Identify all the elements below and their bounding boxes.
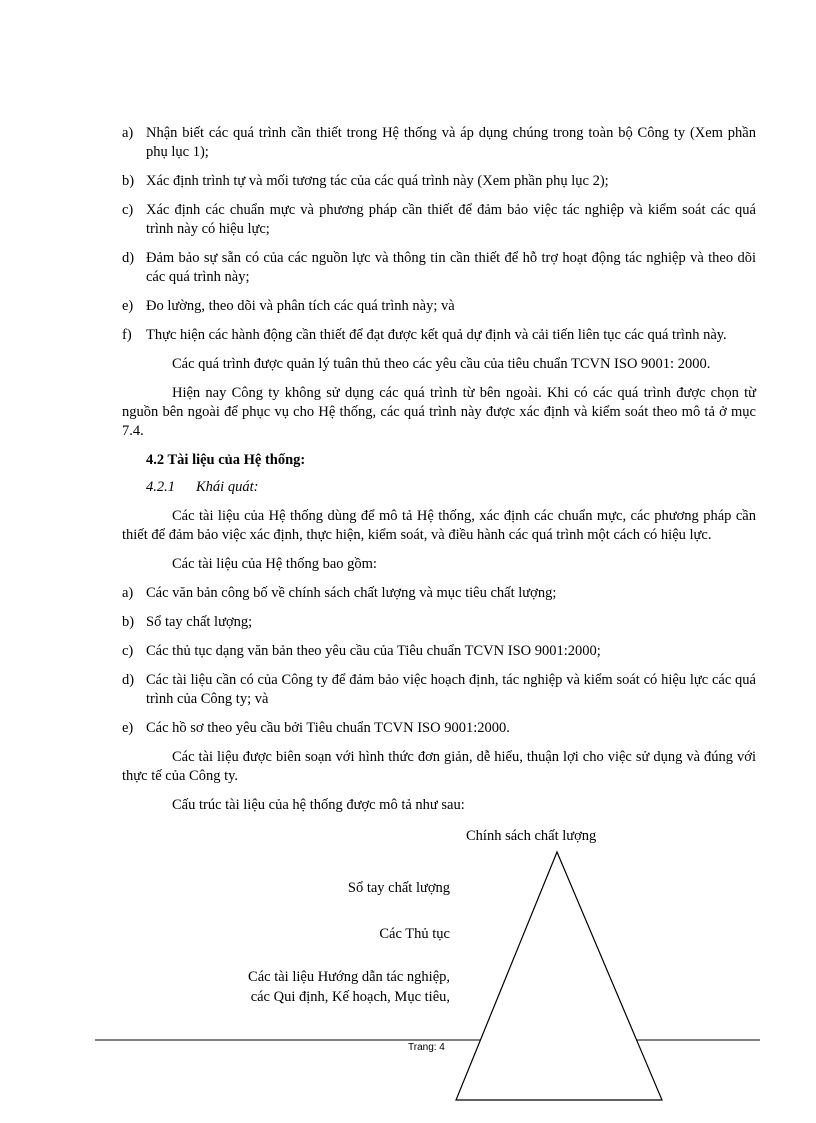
- list-text: Đo lường, theo dõi và phân tích các quá trình này; và: [146, 298, 455, 314]
- diagram-label-level3-line1: Các tài liệu Hướng dẫn tác nghiệp,: [248, 969, 450, 985]
- list-label: c): [122, 202, 134, 218]
- list-label: b): [122, 614, 135, 630]
- section-heading: 4.2 Tài liệu của Hệ thống:: [146, 452, 306, 468]
- list-label: a): [122, 585, 134, 601]
- list-text: Xác định các chuẩn mực và phương pháp cần thiết để đảm bảo việc tác nghiệp và kiểm soát các quá trình này có hiệu lực;: [146, 202, 756, 237]
- list-text: Các thủ tục dạng văn bản theo yêu cầu của Tiêu chuẩn TCVN ISO 9001:2000;: [146, 643, 601, 659]
- list-text: Các hồ sơ theo yêu cầu bởi Tiêu chuẩn TCVN ISO 9001:2000.: [146, 720, 510, 736]
- paragraph: Các tài liệu của Hệ thống bao gồm:: [172, 556, 377, 572]
- list-label: a): [122, 125, 134, 141]
- paragraph: Các quá trình được quản lý tuân thủ theo các yêu cầu của tiêu chuẩn TCVN ISO 9001: 2000.: [172, 356, 711, 372]
- diagram-label-level3-line2: các Qui định, Kế hoạch, Mục tiêu,: [250, 989, 450, 1005]
- list-text: Các văn bản công bố về chính sách chất lượng và mục tiêu chất lượng;: [146, 585, 557, 601]
- paragraph: Các tài liệu của Hệ thống dùng để mô tả Hệ thống, xác định các chuẩn mực, các phương pháp cần thiết để đảm bảo việc xác định, thực hiện, kiểm soát, và điều hành các quá trình một cách có hiệu lực.: [122, 508, 756, 543]
- diagram-label-top: Chính sách chất lượng: [466, 828, 597, 844]
- subsection-number: 4.2.1: [146, 479, 175, 495]
- list-label: d): [122, 672, 135, 688]
- subsection-title: Khái quát:: [196, 479, 259, 495]
- list-label: b): [122, 173, 135, 189]
- paragraph: Các tài liệu được biên soạn với hình thức đơn giản, dễ hiểu, thuận lợi cho việc sử dụng và đúng với thực tế của Công ty.: [122, 749, 756, 784]
- list-label: c): [122, 643, 134, 659]
- page-number: Trang: 4: [408, 1042, 445, 1053]
- list-text: Sổ tay chất lượng;: [146, 614, 253, 630]
- list-label: d): [122, 250, 135, 266]
- list-text: Thực hiện các hành động cần thiết để đạt được kết quả dự định và cải tiến liên tục các quá trình này.: [146, 327, 727, 343]
- list-text: Nhận biết các quá trình cần thiết trong Hệ thống và áp dụng chúng trong toàn bộ Công ty (Xem phần phụ lục 1);: [146, 125, 756, 160]
- list-text: Các tài liệu cần có của Công ty để đảm bảo việc hoạch định, tác nghiệp và kiểm soát có hiệu lực các quá trình của Công ty; và: [146, 672, 756, 707]
- list-label: e): [122, 720, 134, 736]
- diagram-label-level2: Các Thủ tục: [379, 926, 450, 942]
- pyramid-triangle: [456, 852, 662, 1100]
- list-label: f): [122, 327, 132, 343]
- list-label: e): [122, 298, 134, 314]
- paragraph: Cấu trúc tài liệu của hệ thống được mô tả như sau:: [172, 797, 465, 813]
- list-text: Đảm bảo sự sẵn có của các nguồn lực và thông tin cần thiết để hỗ trợ hoạt động tác nghiệp và theo dõi các quá trình này;: [146, 250, 756, 285]
- diagram-label-level1: Sổ tay chất lượng: [347, 880, 450, 896]
- paragraph: Hiện nay Công ty không sử dụng các quá trình từ bên ngoài. Khi có các quá trình được chọn từ nguồn bên ngoài để phục vụ cho Hệ thống, các quá trình này được xác định và kiểm soát theo mô tả ở mục 7.4.: [122, 385, 756, 439]
- list-text: Xác định trình tự và mối tương tác của các quá trình này (Xem phần phụ lục 2);: [146, 173, 609, 189]
